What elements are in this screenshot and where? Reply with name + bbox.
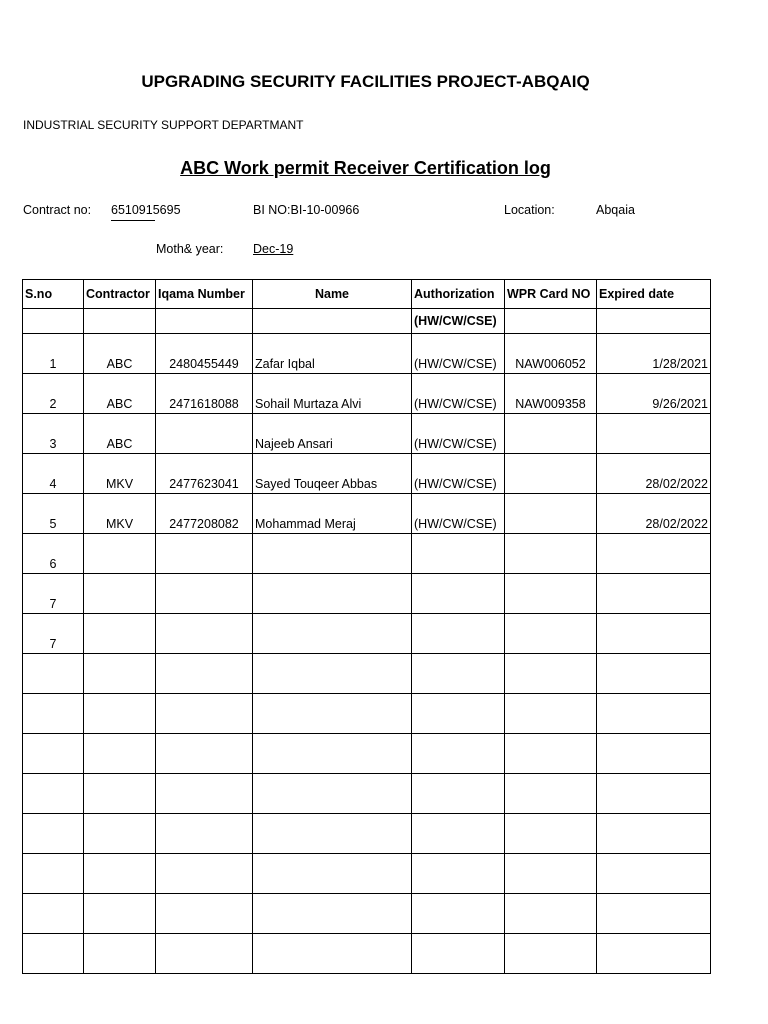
cell-sno (23, 654, 84, 694)
cell-wpr-card: NAW009358 (505, 374, 597, 414)
cell-name: Sohail Murtaza Alvi (253, 374, 412, 414)
cell-wpr-card (505, 454, 597, 494)
cell-sno: 1 (23, 334, 84, 374)
cell-authorization (412, 734, 505, 774)
column-header-iqama: Iqama Number (156, 280, 253, 309)
cell-expired-date (597, 694, 711, 734)
month-year-value: Dec-19 (253, 242, 294, 256)
cell-name (253, 854, 412, 894)
cell-sno (23, 894, 84, 934)
cell-sno: 2 (23, 374, 84, 414)
cell-name (253, 694, 412, 734)
table-cell (156, 309, 253, 334)
table-row (23, 574, 711, 614)
cell-expired-date: 9/26/2021 (597, 374, 711, 414)
table-cell (253, 309, 412, 334)
table-cell (597, 309, 711, 334)
cell-name (253, 654, 412, 694)
cell-wpr-card (505, 494, 597, 534)
cell-sno (23, 854, 84, 894)
table-row (23, 814, 711, 854)
column-header-expired-date: Expired date (597, 280, 711, 309)
bi-number: BI NO:BI-10-00966 (253, 203, 360, 217)
cell-authorization: (HW/CW/CSE) (412, 454, 505, 494)
cell-iqama (156, 894, 253, 934)
cell-expired-date: 28/02/2022 (597, 454, 711, 494)
cell-expired-date: 28/02/2022 (597, 494, 711, 534)
table-cell (23, 309, 84, 334)
cell-iqama (156, 654, 253, 694)
cell-iqama: 2480455449 (156, 334, 253, 374)
cell-name: Zafar Iqbal (253, 334, 412, 374)
department-label: INDUSTRIAL SECURITY SUPPORT DEPARTMANT (23, 118, 304, 132)
cell-iqama (156, 774, 253, 814)
log-title: ABC Work permit Receiver Certification log (180, 158, 551, 178)
cell-sno: 7 (23, 574, 84, 614)
table-row (23, 454, 711, 494)
table-row (23, 854, 711, 894)
cell-wpr-card (505, 414, 597, 454)
cell-authorization (412, 614, 505, 654)
cell-sno (23, 734, 84, 774)
cell-authorization (412, 894, 505, 934)
cell-contractor: ABC (84, 374, 156, 414)
cell-wpr-card (505, 614, 597, 654)
table-row (23, 934, 711, 974)
location-value: Abqaia (596, 203, 635, 217)
cell-authorization (412, 934, 505, 974)
cell-name: Sayed Touqeer Abbas (253, 454, 412, 494)
cell-name (253, 894, 412, 934)
cell-authorization: (HW/CW/CSE) (412, 374, 505, 414)
contract-label: Contract no: (23, 203, 92, 217)
table-row (23, 654, 711, 694)
cell-authorization (412, 574, 505, 614)
cell-authorization (412, 774, 505, 814)
certification-log-table (22, 279, 711, 974)
cell-contractor (84, 854, 156, 894)
cell-iqama (156, 934, 253, 974)
contract-underline (111, 220, 155, 221)
cell-wpr-card (505, 694, 597, 734)
cell-expired-date (597, 894, 711, 934)
table-row (23, 734, 711, 774)
table-row (23, 494, 711, 534)
cell-iqama: 2477623041 (156, 454, 253, 494)
cell-contractor: ABC (84, 334, 156, 374)
cell-contractor (84, 774, 156, 814)
cell-name (253, 774, 412, 814)
cell-contractor (84, 814, 156, 854)
cell-authorization (412, 854, 505, 894)
cell-expired-date (597, 774, 711, 814)
cell-iqama (156, 574, 253, 614)
table-subheader-row (23, 309, 711, 334)
cell-authorization (412, 654, 505, 694)
cell-authorization: (HW/CW/CSE) (412, 494, 505, 534)
cell-wpr-card (505, 854, 597, 894)
cell-wpr-card (505, 574, 597, 614)
cell-name (253, 814, 412, 854)
cell-name (253, 574, 412, 614)
cell-sno (23, 694, 84, 734)
cell-name: Mohammad Meraj (253, 494, 412, 534)
cell-sno: 4 (23, 454, 84, 494)
cell-sno (23, 934, 84, 974)
column-header-authorization: Authorization (412, 280, 505, 309)
cell-iqama (156, 854, 253, 894)
cell-sno: 3 (23, 414, 84, 454)
cell-contractor: ABC (84, 414, 156, 454)
table-row (23, 334, 711, 374)
cell-expired-date (597, 534, 711, 574)
column-header-sno: S.no (23, 280, 84, 309)
cell-expired-date: 1/28/2021 (597, 334, 711, 374)
location-label: Location: (504, 203, 555, 217)
month-year-label: Moth& year: (156, 242, 224, 256)
cell-contractor (84, 534, 156, 574)
table-row (23, 774, 711, 814)
cell-contractor (84, 654, 156, 694)
cell-wpr-card (505, 774, 597, 814)
cell-wpr-card: NAW006052 (505, 334, 597, 374)
cell-wpr-card (505, 934, 597, 974)
cell-iqama: 2477208082 (156, 494, 253, 534)
cell-expired-date (597, 854, 711, 894)
cell-name (253, 734, 412, 774)
cell-iqama (156, 694, 253, 734)
cell-sno: 7 (23, 614, 84, 654)
table-row (23, 694, 711, 734)
cell-iqama (156, 814, 253, 854)
contract-number: 6510915695 (111, 203, 181, 217)
cell-name (253, 534, 412, 574)
cell-expired-date (597, 654, 711, 694)
table-row (23, 614, 711, 654)
cell-name (253, 614, 412, 654)
cell-iqama (156, 534, 253, 574)
authorization-subheader: (HW/CW/CSE) (412, 309, 505, 334)
column-header-wpr-card: WPR Card NO (505, 280, 597, 309)
cell-contractor (84, 694, 156, 734)
cell-contractor (84, 574, 156, 614)
cell-expired-date (597, 414, 711, 454)
cell-expired-date (597, 814, 711, 854)
cell-expired-date (597, 934, 711, 974)
table-cell (84, 309, 156, 334)
cell-sno (23, 814, 84, 854)
cell-authorization (412, 814, 505, 854)
cell-iqama: 2471618088 (156, 374, 253, 414)
column-header-name: Name (253, 280, 412, 309)
cell-authorization (412, 694, 505, 734)
table-cell (505, 309, 597, 334)
cell-iqama (156, 414, 253, 454)
cell-contractor (84, 894, 156, 934)
cell-name (253, 934, 412, 974)
cell-wpr-card (505, 894, 597, 934)
cell-iqama (156, 734, 253, 774)
cell-contractor: MKV (84, 494, 156, 534)
cell-wpr-card (505, 654, 597, 694)
cell-expired-date (597, 574, 711, 614)
cell-contractor (84, 614, 156, 654)
cell-contractor: MKV (84, 454, 156, 494)
column-header-contractor: Contractor (84, 280, 156, 309)
cell-expired-date (597, 734, 711, 774)
cell-authorization: (HW/CW/CSE) (412, 334, 505, 374)
cell-iqama (156, 614, 253, 654)
table-row (23, 894, 711, 934)
table-header-row (23, 280, 711, 309)
cell-authorization: (HW/CW/CSE) (412, 414, 505, 454)
cell-wpr-card (505, 734, 597, 774)
cell-contractor (84, 934, 156, 974)
cell-authorization (412, 534, 505, 574)
cell-sno (23, 774, 84, 814)
cell-wpr-card (505, 534, 597, 574)
page-title: UPGRADING SECURITY FACILITIES PROJECT-ABQAIQ (141, 72, 590, 91)
cell-name: Najeeb Ansari (253, 414, 412, 454)
table-row (23, 414, 711, 454)
cell-sno: 5 (23, 494, 84, 534)
cell-sno: 6 (23, 534, 84, 574)
table-row (23, 534, 711, 574)
cell-contractor (84, 734, 156, 774)
cell-wpr-card (505, 814, 597, 854)
table-row (23, 374, 711, 414)
cell-expired-date (597, 614, 711, 654)
